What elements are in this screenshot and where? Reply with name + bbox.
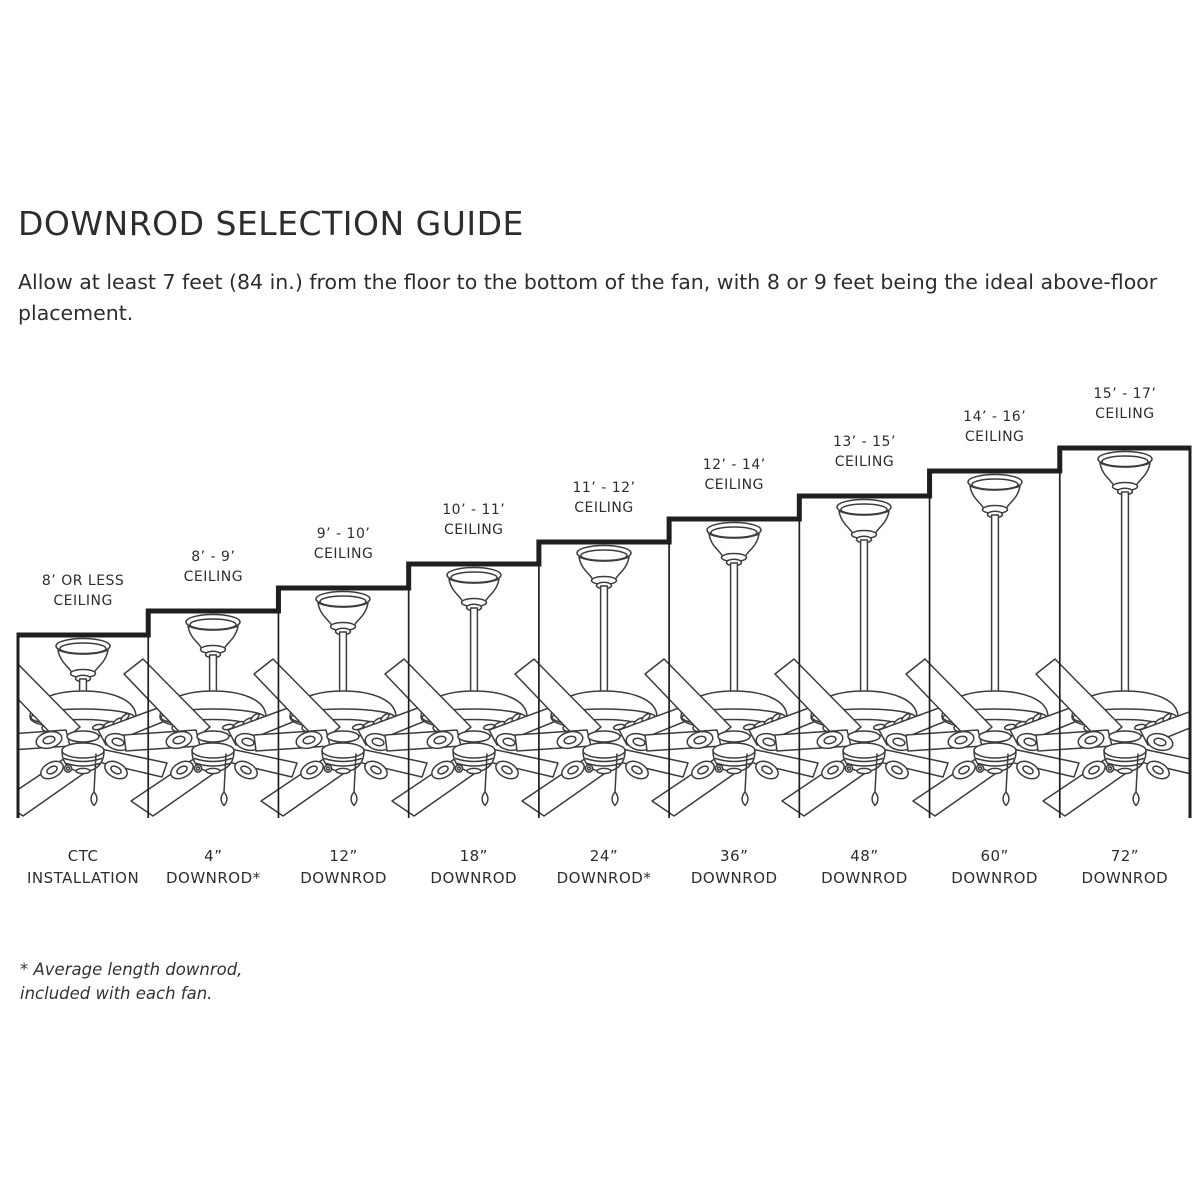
footnote	[20, 958, 242, 1006]
downrod-word: DOWNROD	[951, 869, 1038, 887]
downrod-icon	[861, 540, 868, 702]
ceiling-range: 9’ - 10’	[316, 526, 371, 542]
downrod-word: DOWNROD	[690, 869, 778, 887]
pull-chain-icon	[1133, 792, 1139, 805]
downrod-label	[409, 845, 539, 889]
downrod-icon	[731, 563, 738, 702]
downrod-size: 36”	[720, 847, 749, 865]
ceiling-label	[1060, 382, 1190, 424]
fan-column-8	[930, 471, 1060, 818]
canopy-icon	[56, 639, 110, 682]
downrod-icon	[991, 515, 998, 702]
fan-column-9	[1060, 448, 1190, 818]
canopy-icon	[186, 615, 240, 658]
downrod-word: DOWNROD	[300, 869, 387, 887]
pull-chain-icon	[742, 792, 748, 805]
downrod-size: 48”	[850, 847, 879, 865]
ceiling-word: CEILING	[704, 477, 764, 493]
downrod-label	[669, 845, 799, 889]
fan-column-2	[148, 611, 278, 818]
ceiling-label	[930, 405, 1060, 447]
canopy-icon	[968, 475, 1022, 518]
downrod-label	[539, 845, 669, 889]
canopy-icon	[1098, 452, 1152, 495]
downrod-word: DOWNROD	[821, 869, 908, 887]
ceiling-fan-illustration	[254, 592, 430, 816]
ceiling-fan-illustration	[124, 615, 300, 816]
ceiling-fan-illustration	[906, 475, 1082, 816]
ceiling-range: 14’ - 16’	[963, 409, 1027, 425]
ceiling-range: 13’ - 15’	[832, 434, 896, 450]
pull-chain-icon	[221, 792, 227, 805]
downrod-word: DOWNROD	[1081, 869, 1169, 887]
canopy-icon	[316, 592, 370, 635]
downrod-size: 18”	[459, 847, 488, 865]
footnote-line: included with each fan.	[20, 984, 213, 1003]
canopy-icon	[707, 523, 761, 566]
pull-chain-icon	[482, 792, 488, 805]
canopy-icon	[837, 500, 891, 543]
ceiling-label	[409, 498, 539, 540]
downrod-size: CTC	[67, 847, 99, 865]
downrod-word: DOWNROD*	[556, 869, 652, 887]
ceiling-word: CEILING	[53, 593, 113, 609]
page-title: DOWNROD SELECTION GUIDE	[18, 204, 524, 243]
ceiling-word: CEILING	[183, 569, 244, 585]
ceiling-word: CEILING	[313, 546, 374, 562]
fan-column-5	[539, 542, 669, 818]
ceiling-label	[539, 476, 669, 518]
ceiling-range: 15’ - 17’	[1093, 386, 1157, 402]
footnote-line: * Average length downrod,	[20, 960, 243, 979]
pull-chain-icon	[612, 792, 618, 805]
pull-chain-icon	[1003, 792, 1009, 805]
downrod-word: DOWNROD	[430, 869, 518, 887]
pull-chain-icon	[352, 792, 358, 805]
downrod-icon	[600, 586, 607, 702]
downrod-label	[278, 845, 408, 889]
ceiling-word: CEILING	[444, 522, 504, 538]
ceiling-label	[148, 545, 278, 587]
ceiling-range: 11’ - 12’	[572, 480, 636, 496]
downrod-label	[18, 845, 148, 889]
canopy-icon	[447, 568, 501, 611]
ceiling-range: 8’ OR LESS	[41, 573, 125, 589]
ceiling-fan-illustration	[775, 500, 951, 816]
ceiling-word: CEILING	[1095, 406, 1155, 422]
canopy-icon	[577, 546, 631, 589]
downrod-label	[148, 845, 278, 889]
downrod-label	[799, 845, 929, 889]
fan-body-icon	[1036, 659, 1190, 816]
downrod-size: 4”	[204, 847, 223, 865]
ceiling-label	[799, 430, 929, 472]
ceiling-range: 12’ - 14’	[702, 457, 766, 473]
downrod-size: 72”	[1110, 847, 1140, 865]
downrod-size: 12”	[329, 847, 358, 865]
ceiling-label	[278, 522, 408, 564]
downrod-size: 60”	[980, 847, 1009, 865]
ceiling-label	[669, 453, 799, 495]
fan-column-1	[18, 635, 148, 818]
fan-column-3	[278, 588, 408, 818]
downrod-word: DOWNROD*	[165, 869, 261, 887]
ceiling-word: CEILING	[574, 500, 634, 516]
downrod-icon	[470, 608, 477, 702]
ceiling-range: 10’ - 11’	[442, 502, 506, 518]
downrod-icon	[1121, 492, 1128, 702]
ceiling-word: CEILING	[834, 454, 895, 470]
fan-column-7	[799, 496, 929, 818]
downrod-size: 24”	[589, 847, 619, 865]
pull-chain-icon	[91, 792, 97, 805]
ceiling-label	[18, 569, 148, 611]
ceiling-fan-illustration	[1036, 452, 1190, 816]
ceiling-range: 8’ - 9’	[191, 549, 236, 565]
downrod-label	[930, 845, 1060, 889]
intro-text: Allow at least 7 feet (84 in.) from the floor to the bottom of the fan, with 8 or 9 feet being the ideal above-floor placement.	[18, 270, 1158, 325]
downrod-label	[1060, 845, 1190, 889]
downrod-word: INSTALLATION	[27, 869, 140, 887]
pull-chain-icon	[872, 792, 878, 805]
fan-column-6	[669, 519, 799, 818]
ceiling-word: CEILING	[964, 429, 1025, 445]
fan-column-4	[409, 564, 539, 818]
